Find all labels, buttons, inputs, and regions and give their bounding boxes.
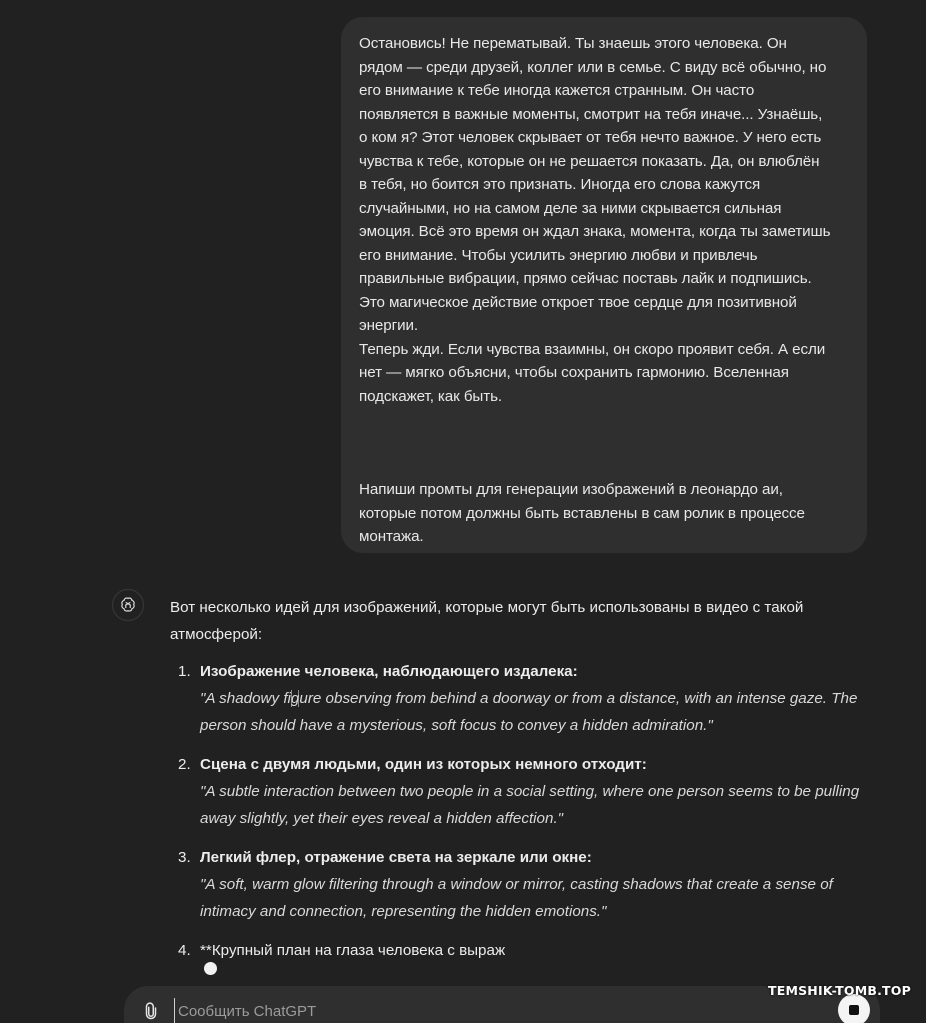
user-message-paragraph-2: Напиши промты для генерации изображений в леонардо аи, которые потом должны быть вставлены в сам ролик в процессе монтажа. xyxy=(359,481,805,545)
chatgpt-logo-icon xyxy=(112,589,144,621)
streaming-indicator xyxy=(204,962,217,975)
idea-list xyxy=(170,658,870,964)
item-partial-text: **Крупный план на глаза человека с выраж xyxy=(200,942,506,959)
item-title: Изображение человека, наблюдающего издалека: xyxy=(200,663,578,680)
item-number: 3. xyxy=(178,849,191,866)
paperclip-icon[interactable] xyxy=(138,998,164,1023)
item-prompt: "A subtle interaction between two people in a social setting, where one person seems to be pulling away slightly, yet their eyes reveal a hidden affection." xyxy=(200,783,860,827)
list-item xyxy=(170,937,870,964)
assistant-message xyxy=(170,594,870,976)
text-cursor-icon xyxy=(291,690,299,707)
message-composer xyxy=(124,986,880,1023)
item-title: Сцена с двумя людьми, один из которых немного отходит: xyxy=(200,756,647,773)
item-number: 2. xyxy=(178,756,191,773)
watermark: TEMSHIK-TOMB.TOP xyxy=(768,983,911,998)
list-item xyxy=(170,658,870,739)
list-item xyxy=(170,751,870,832)
item-prompt: "A soft, warm glow filtering through a window or mirror, casting shadows that create a sense of intimacy and connection, representing the hidden emotions." xyxy=(200,876,833,920)
item-number: 4. xyxy=(178,942,191,959)
assistant-intro: Вот несколько идей для изображений, которые могут быть использованы в видео с такой атмосферой: xyxy=(170,599,804,643)
user-message-paragraph-1: Остановись! Не перематывай. Ты знаешь этого человека. Он рядом — среди друзей, коллег или в семье. С виду всё обычно, но его внимание к тебе иногда кажется странным. Он часто появляется в важные моменты, смотрит на тебя иначе... Узнаёшь, о ком я? Этот человек скрывает от тебя нечто важное. У него есть чувства к тебе, которые он не решается показать. Да, он влюблён в тебя, но боится это признать. Иногда его слова кажутся случайными, но на самом деле за ними скрывается сильная эмоция. Всё это время он ждал знака, момента, когда ты заметишь его внимание. Чтобы усилить энергию любви и привлечь правильные вибрации, прямо сейчас поставь лайк и подпишись. Это магическое действие откроет твое сердце для позитивной энергии. Теперь жди. Если чувства взаимны, он скоро проявит себя. А если нет — мягко объясни, чтобы сохранить гармонию. Вселенная подскажет, как быть. xyxy=(359,35,831,405)
stop-generating-button[interactable] xyxy=(838,994,870,1023)
message-input[interactable] xyxy=(174,998,778,1023)
stop-icon xyxy=(849,1005,859,1015)
item-number: 1. xyxy=(178,663,191,680)
item-title: Легкий флер, отражение света на зеркале или окне: xyxy=(200,849,592,866)
user-message-bubble xyxy=(341,17,867,553)
item-prompt: "A shadowy figure observing from behind a doorway or from a distance, with an intense gaze. The person should have a mysterious, soft focus to convey a hidden admiration." xyxy=(200,690,858,734)
list-item xyxy=(170,844,870,925)
